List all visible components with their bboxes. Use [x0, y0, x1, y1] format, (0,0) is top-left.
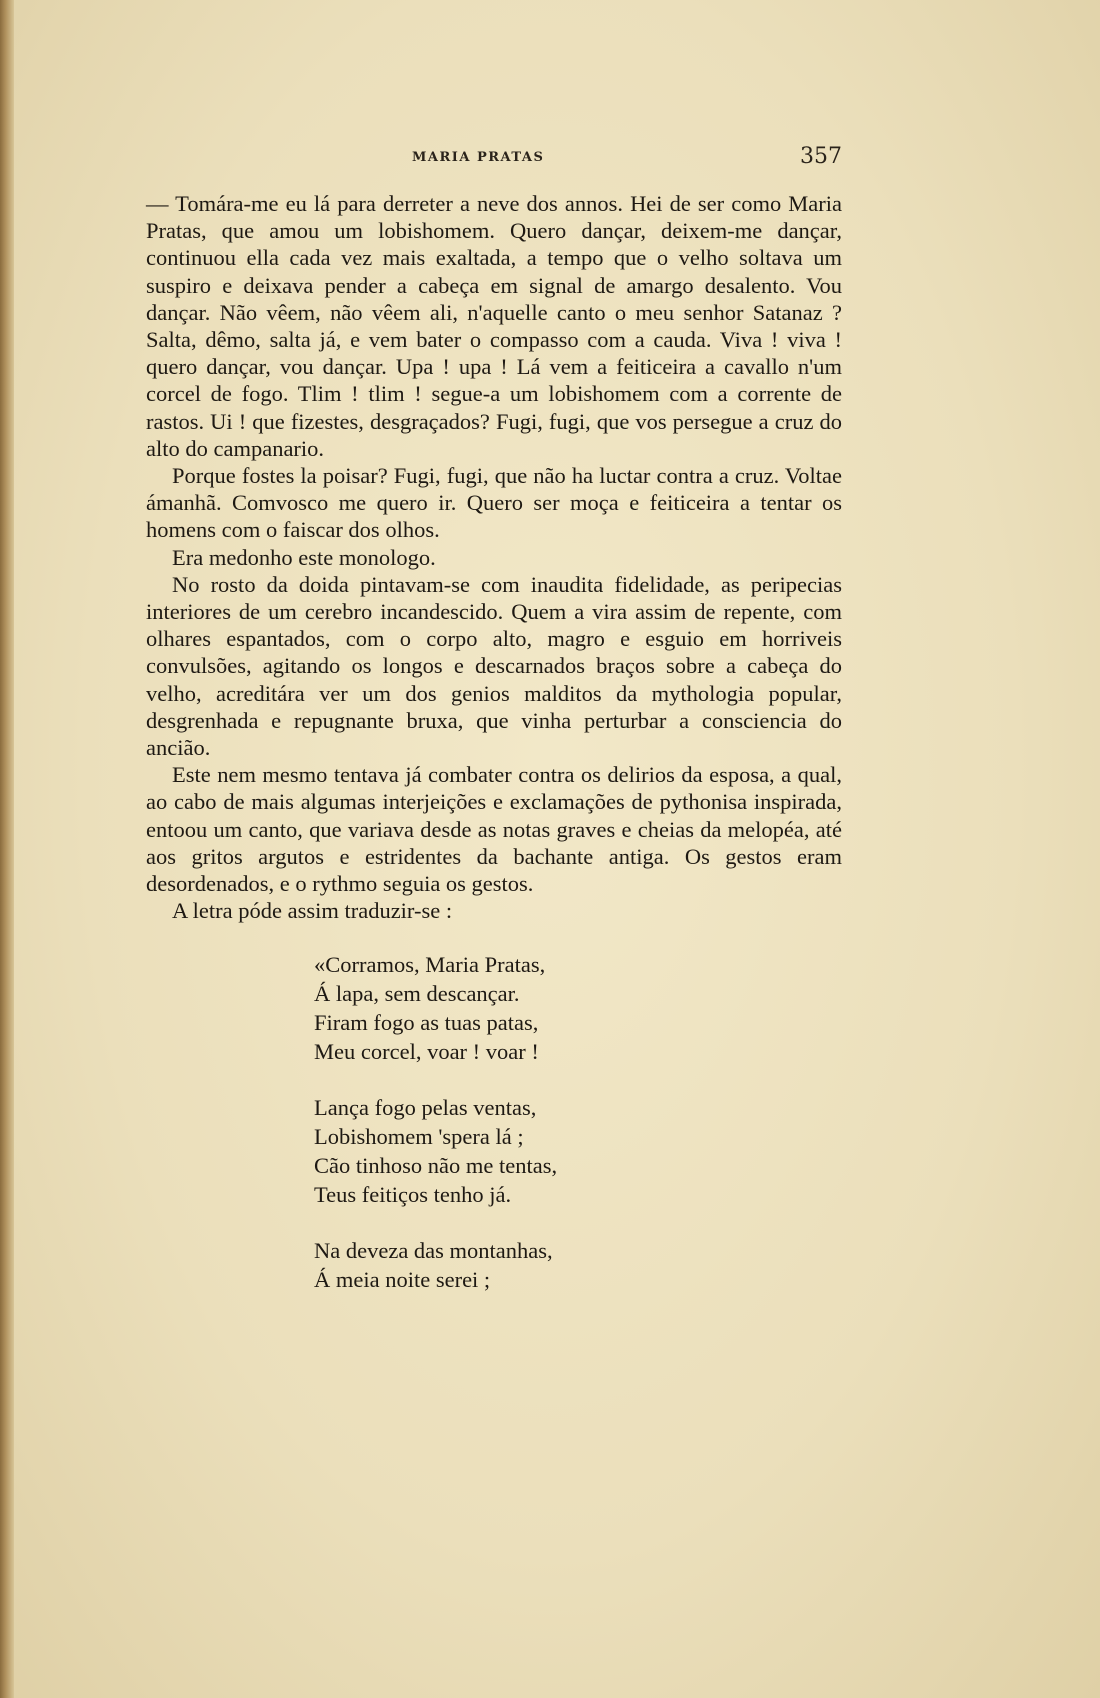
poem-line: Na deveza das montanhas, [314, 1238, 553, 1264]
page-header [148, 144, 842, 174]
poem-line: Firam fogo as tuas patas, [314, 1010, 539, 1036]
paragraph-monologo: Era medonho este monologo. [172, 544, 436, 570]
poem-stanza [314, 1093, 842, 1209]
poem-line: Á lapa, sem descançar. [314, 981, 520, 1007]
poem-line: Lança fogo pelas ventas, [314, 1095, 537, 1121]
paragraph-dialogue: — Tomára-me eu lá para derreter a neve dos annos. Hei de ser como Maria Pratas, que amou um lobishomem. Quero dançar, deixem-me dançar, continuou ella cada vez mais exaltada, a tempo que o velho soltava um suspiro e deixava pender a cabeça em signal de amargo desalento. Vou dançar. Não vêem, não vêem ali, n'aquelle canto o meu senhor Satanaz ? Salta, dêmo, salta já, e vem bater o compasso com a cauda. Viva ! viva ! quero dançar, vou dançar. Upa ! upa ! Lá vem a feiticeira a cavallo n'um corcel de fogo. Tlim ! tlim ! segue-a um lobishomem com a corrente de rastos. Ui ! que fizestes, desgraçados? Fugi, fugi, que vos persegue a cruz do alto do campanario. [146, 191, 842, 461]
running-title: MARIA PRATAS [412, 150, 545, 165]
poem-line: Cão tinhoso não me tentas, [314, 1153, 558, 1179]
poem-line: «Corramos, Maria Pratas, [314, 952, 546, 978]
paragraph-rosto: No rosto da doida pintavam-se com inaudita fidelidade, as peripecias interiores de um cerebro incandescido. Quem a vira assim de repente, com olhares espantados, com o corpo alto, magro e esguio em horriveis convulsões, agitando os longos e descarnados braços sobre a cabeça do velho, acreditára ver um dos genios malditos da mythologia popular, desgrenhada e repugnante bruxa, que vinha perturbar a consciencia do ancião. [146, 571, 842, 761]
paragraph-letra: A letra póde assim traduzir-se : [172, 898, 453, 924]
paragraph-cruz: Porque fostes la poisar? Fugi, fugi, que não ha luctar contra a cruz. Voltae ámanhã. Comvosco me quero ir. Quero ser moça e feiticeira a tentar os homens com o faiscar dos olhos. [146, 463, 842, 543]
poem-line: Á meia noite serei ; [314, 1267, 491, 1293]
poem-line: Lobishomem 'spera lá ; [314, 1124, 524, 1150]
poem-line: Meu corcel, voar ! voar ! [314, 1039, 539, 1065]
page-body [146, 190, 842, 1321]
poem-stanza [314, 950, 842, 1066]
poem [314, 950, 842, 1294]
poem-line: Teus feitiços tenho já. [314, 1182, 512, 1208]
poem-stanza [314, 1236, 842, 1294]
page-binding-edge [0, 0, 14, 1698]
paragraph-esposa: Este nem mesmo tentava já combater contra os delirios da esposa, a qual, ao cabo de mais algumas interjeições e exclamações de pythonisa inspirada, entoou um canto, que variava desde as notas graves e cheias da melopéa, até aos gritos argutos e estridentes da bachante antiga. Os gestos eram desordenados, e o rythmo seguia os gestos. [146, 762, 842, 897]
page-number: 357 [800, 144, 842, 169]
